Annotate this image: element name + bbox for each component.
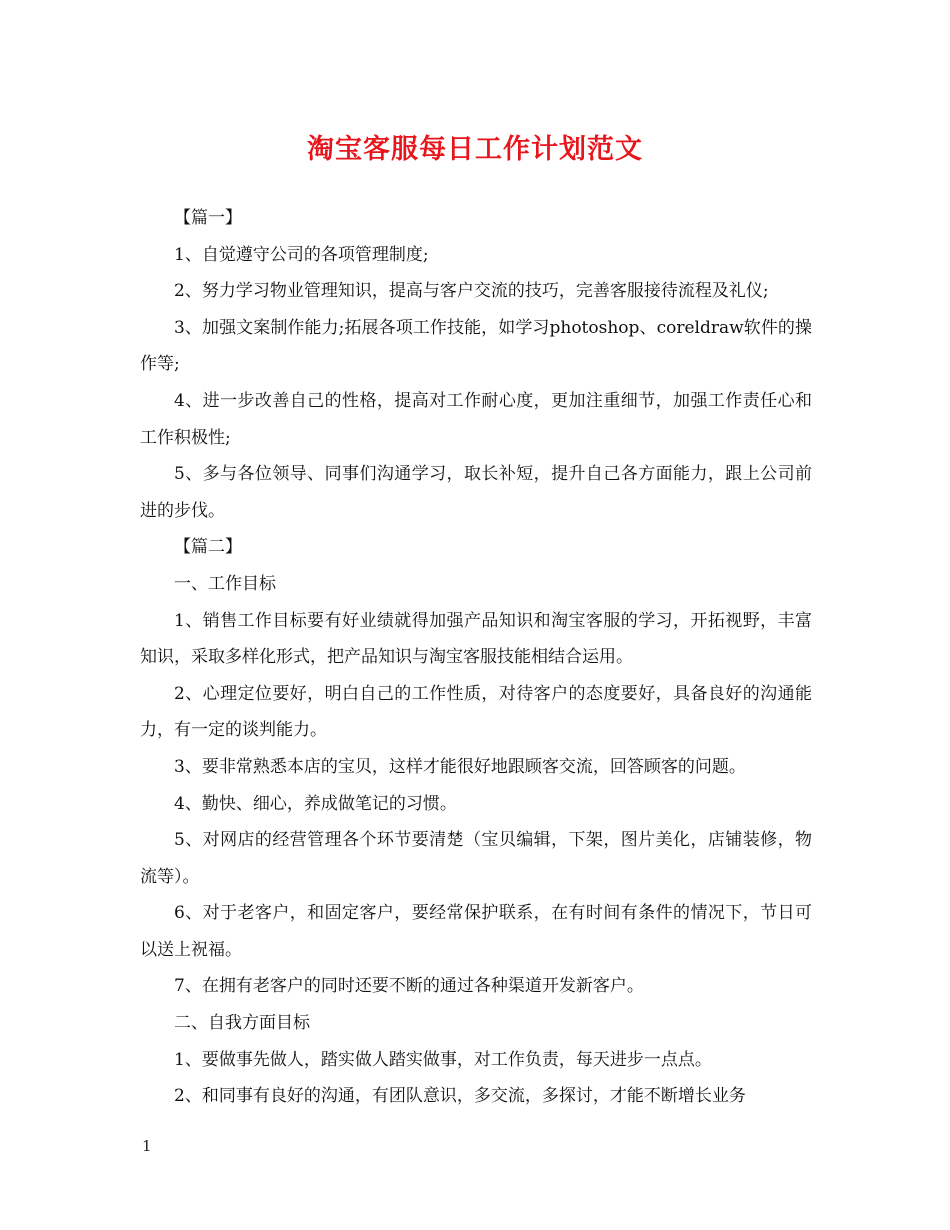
paragraph: 4、勤快、细心，养成做笔记的习惯。 bbox=[174, 793, 457, 814]
paragraph: 3、加强文案制作能力;拓展各项工作技能，如学习photoshop、coreldraw软件的操作等; bbox=[140, 317, 812, 375]
subheading-work-goals: 一、工作目标 bbox=[174, 573, 276, 594]
paragraph: 2、努力学习物业管理知识，提高与客户交流的技巧，完善客服接待流程及礼仪; bbox=[174, 281, 769, 302]
section-heading-part-one: 【篇一】 bbox=[174, 208, 242, 228]
section-heading-part-two: 【篇二】 bbox=[174, 537, 242, 558]
paragraph: 1、自觉遵守公司的各项管理制度; bbox=[174, 244, 429, 265]
paragraph: 1、销售工作目标要有好业绩就得加强产品知识和淘宝客服的学习，开拓视野，丰富知识，采取多样化形式，把产品知识与淘宝客服技能相结合运用。 bbox=[140, 610, 812, 668]
paragraph: 2、和同事有良好的沟通，有团队意识，多交流，多探讨，才能不断增长业务 bbox=[174, 1086, 746, 1107]
paragraph: 1、要做事先做人，踏实做人踏实做事，对工作负责，每天进步一点点。 bbox=[174, 1049, 712, 1070]
paragraph: 5、对网店的经营管理各个环节要清楚（宝贝编辑，下架，图片美化，店铺装修，物流等）。 bbox=[140, 830, 812, 887]
page-number: 1 bbox=[142, 1137, 152, 1155]
paragraph: 5、多与各位领导、同事们沟通学习，取长补短，提升自己各方面能力，跟上公司前进的步伐。 bbox=[140, 464, 812, 521]
document-title: 淘宝客服每日工作计划范文 bbox=[307, 134, 643, 165]
paragraph: 2、心理定位要好，明白自己的工作性质，对待客户的态度要好，具备良好的沟通能力，有一定的谈判能力。 bbox=[140, 683, 812, 741]
paragraph: 6、对于老客户，和固定客户，要经常保护联系，在有时间有条件的情况下，节日可以送上祝福。 bbox=[140, 903, 812, 960]
paragraph: 3、要非常熟悉本店的宝贝，这样才能很好地跟顾客交流，回答顾客的问题。 bbox=[174, 756, 746, 777]
paragraph: 7、在拥有老客户的同时还要不断的通过各种渠道开发新客户。 bbox=[174, 976, 644, 997]
paragraph: 4、进一步改善自己的性格，提高对工作耐心度，更加注重细节，加强工作责任心和工作积极性; bbox=[140, 390, 812, 448]
document-body bbox=[140, 200, 812, 1115]
subheading-self-goals: 二、自我方面目标 bbox=[174, 1013, 310, 1034]
